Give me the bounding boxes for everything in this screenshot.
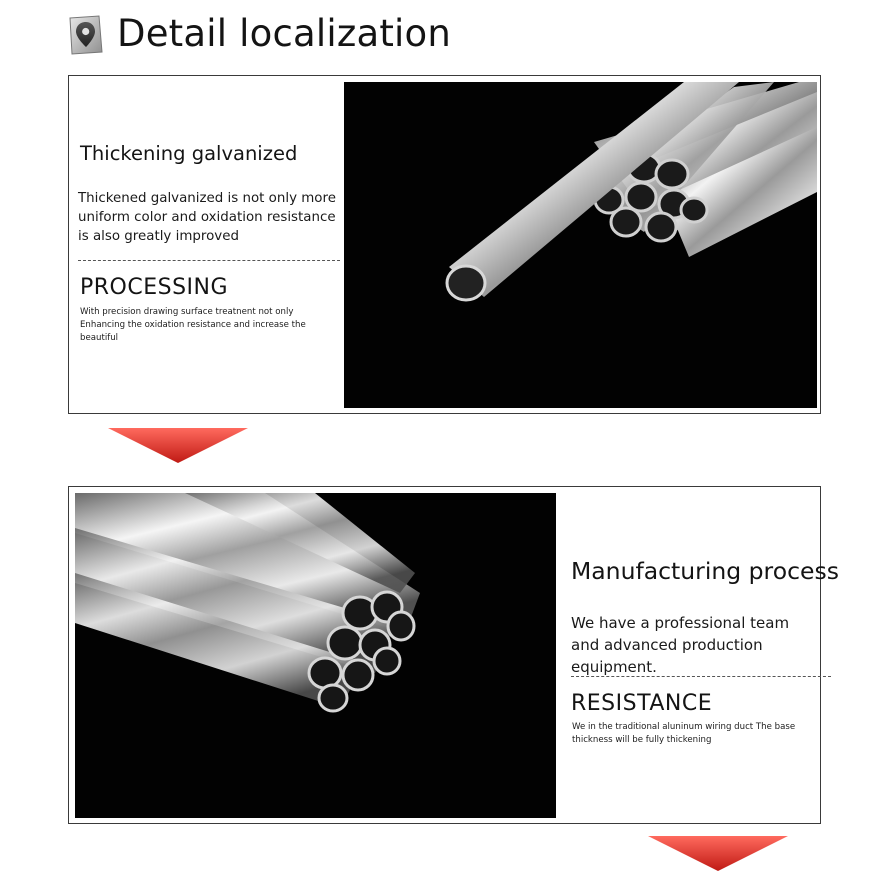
arrow-down-icon	[108, 428, 248, 468]
section-subdescription: With precision drawing surface treatnent not only Enhancing the oxidation resistance and increase the beautiful	[80, 307, 306, 343]
arrow-down-icon	[648, 836, 788, 876]
dashed-divider	[571, 676, 831, 677]
steel-pipe-bundle-photo	[344, 82, 817, 408]
section-heading: Manufacturing process	[571, 557, 839, 585]
page-title: Detail localization	[117, 12, 452, 55]
detail-panel-manufacturing	[68, 486, 839, 824]
section-subdescription: We in the traditional aluninum wiring duct The base thickness will be fully thickening	[572, 722, 796, 745]
section-heading: Thickening galvanized	[80, 142, 298, 165]
section-subheading: PROCESSING	[80, 275, 229, 300]
location-pin-icon	[68, 14, 104, 56]
section-description: Thickened galvanized is not only more uniform color and oxidation resistance is also greatly improved	[78, 191, 336, 244]
detail-panel-galvanized	[68, 75, 821, 414]
steel-pipe-ends-photo	[75, 493, 556, 818]
section-subheading: RESISTANCE	[571, 691, 713, 716]
section-description: We have a professional team and advanced production equipment.	[571, 614, 790, 676]
dashed-divider	[78, 260, 340, 261]
